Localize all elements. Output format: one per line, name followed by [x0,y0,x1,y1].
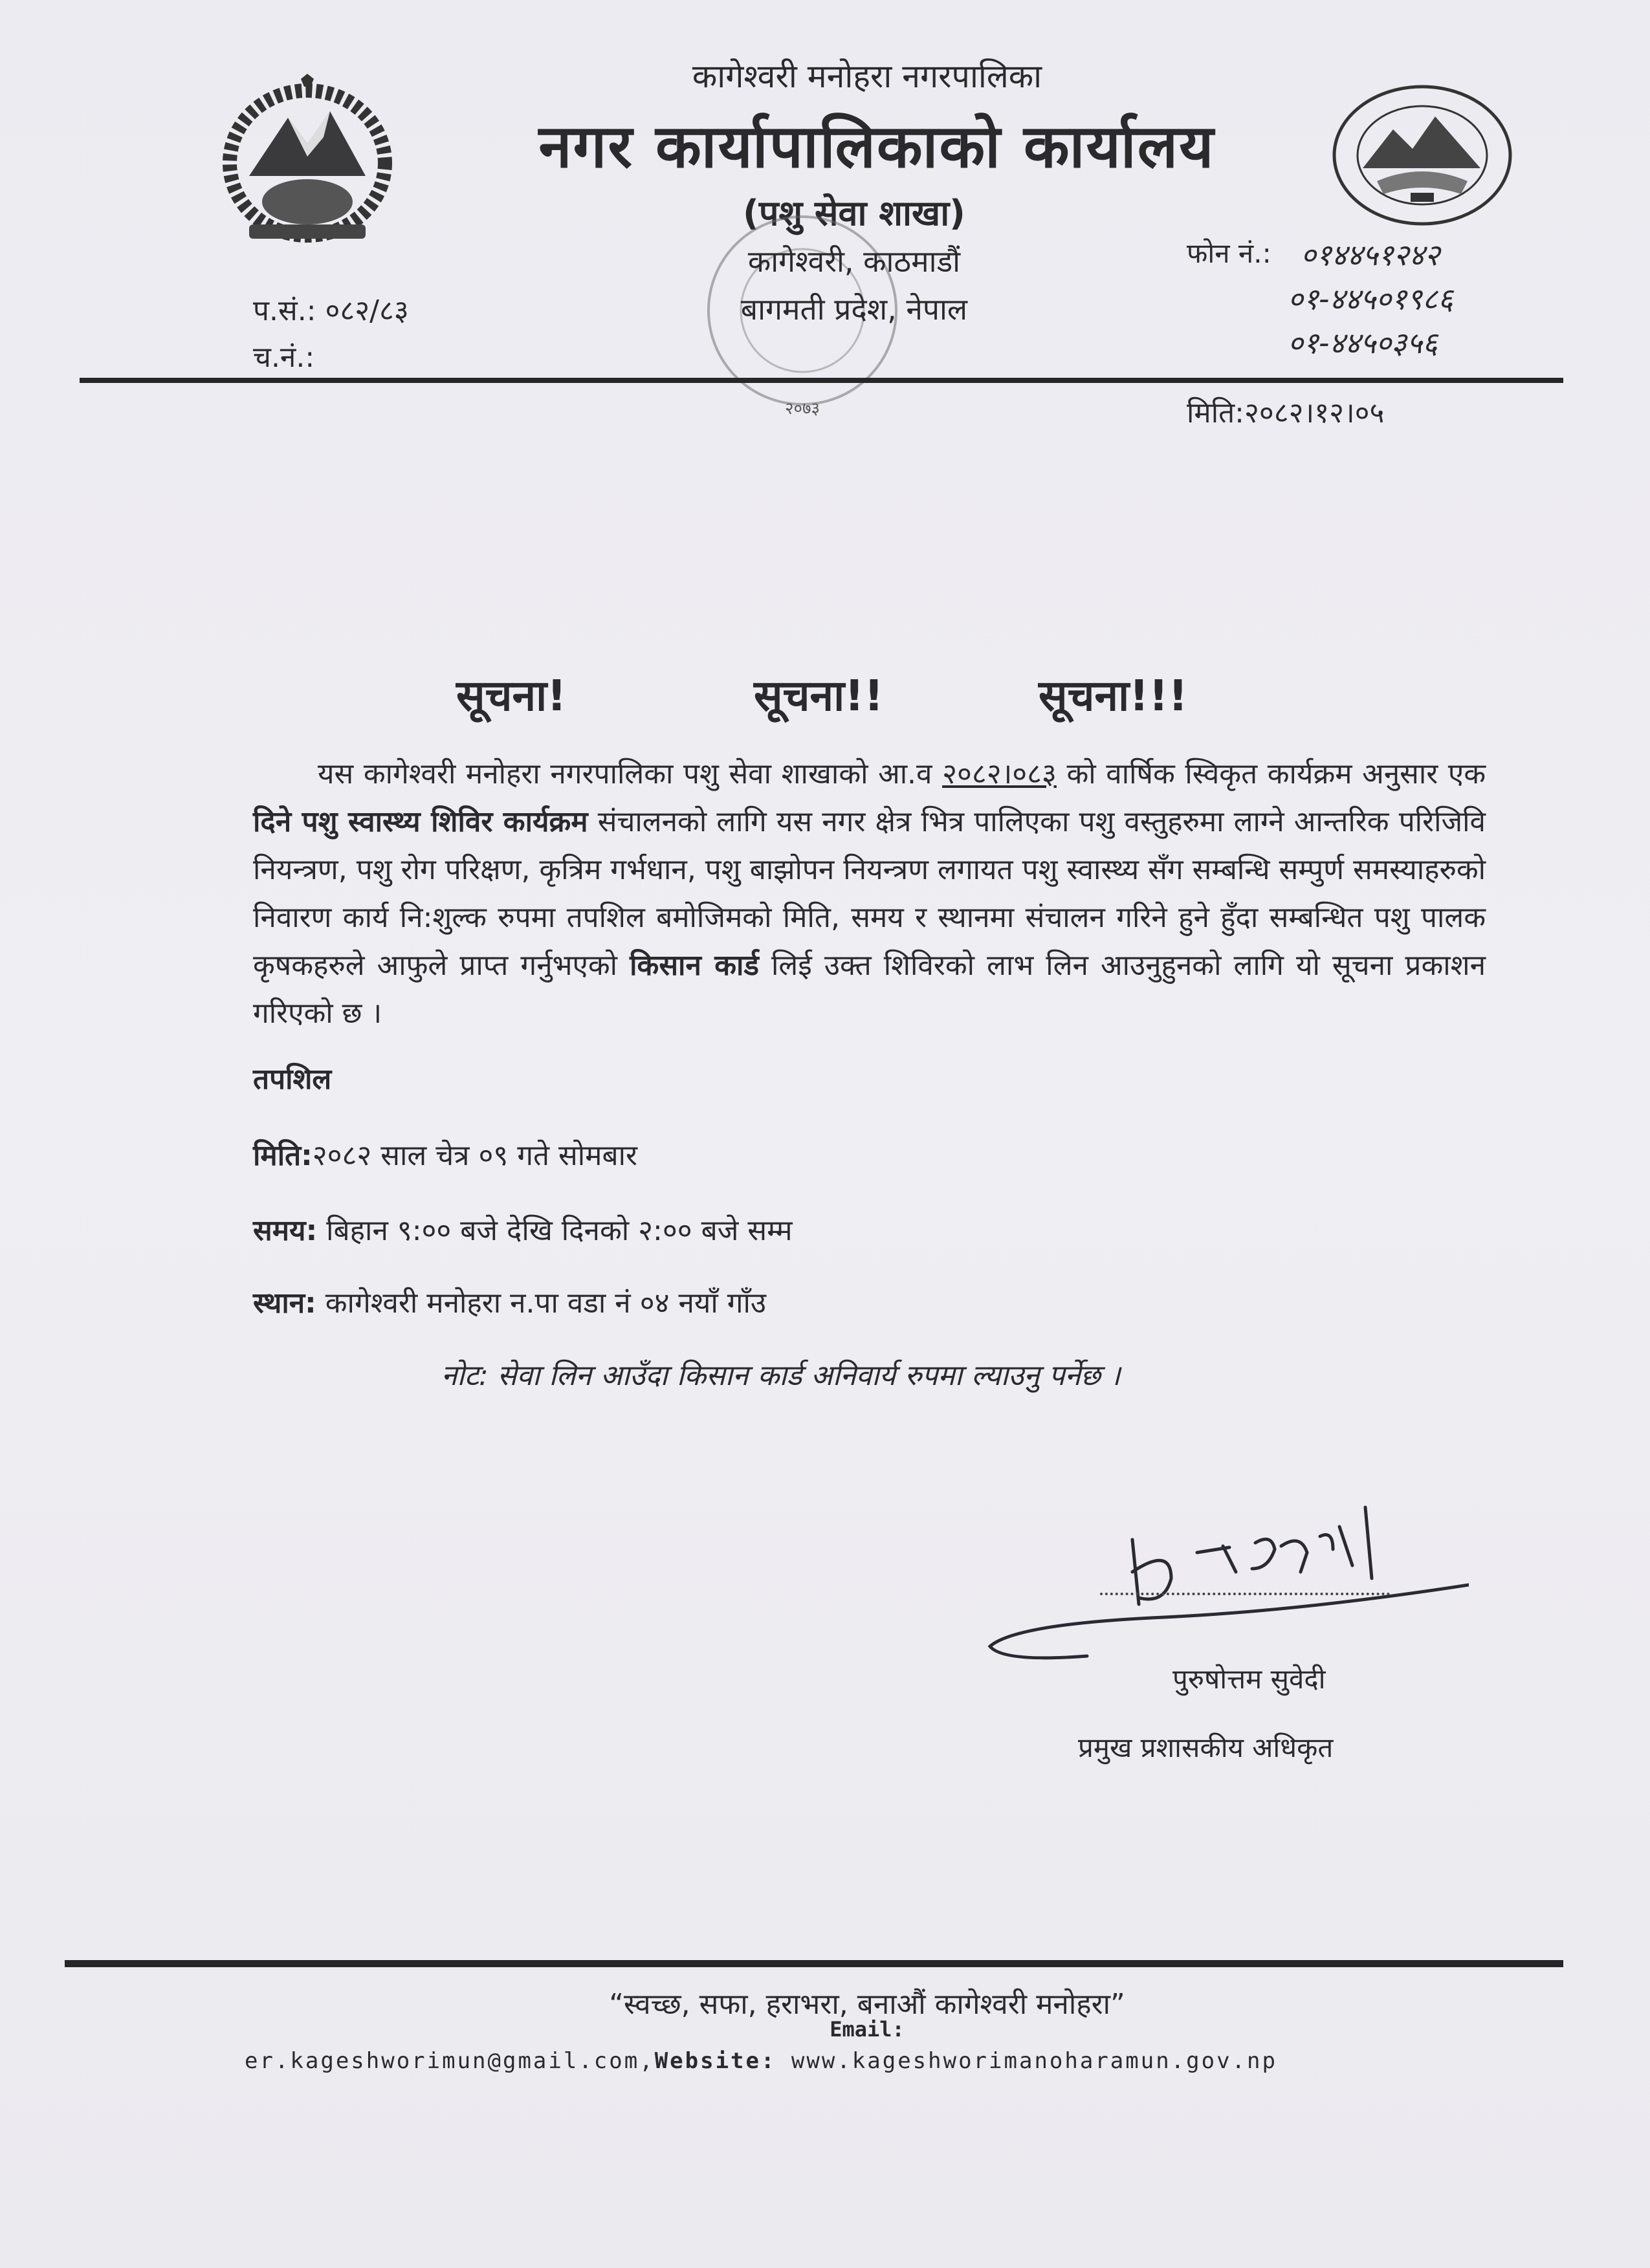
letter-number: प.सं.: ०८२/८३ [253,294,409,327]
fiscal-year: २०८२।०८३ [942,758,1057,791]
note: नोट: सेवा लिन आउँदा किसान कार्ड अनिवार्य रुपमा ल्याउनु पर्नेछ । [441,1359,1121,1392]
phone-number: ०१४४५१२४२ [1301,237,1440,272]
signature-line [1100,1593,1390,1595]
signatory-name: पुरुषोत्तम सुवेदी [1172,1663,1326,1695]
notice-heading: सूचना! [456,671,567,721]
header-divider [80,378,1563,383]
notice-heading: सूचना!! [754,671,884,721]
kisan-card: किसान कार्ड [630,949,759,982]
signatory-designation: प्रमुख प्रशासकीय अधिकृत [1078,1732,1334,1763]
office-title: नगर कार्यापालिकाको कार्यालय [538,112,1215,181]
email-label: Email: [830,2017,905,2042]
phone-label: फोन नं.: [1187,237,1271,269]
signature [977,1501,1469,1663]
phone-number: ०१-४४५०३५६ [1288,325,1438,360]
address-line2: बागमती प्रदेश, नेपाल [740,292,968,327]
email-address[interactable]: er.kageshworimun@gmail.com, [245,2048,655,2074]
event-place: स्थान: कागेश्वरी मनोहरा न.पा वडा नं ०४ नयाँ गाँउ [253,1287,767,1320]
notice-body: यस कागेश्वरी मनोहरा नगरपालिका पशु सेवा शाखाको आ.व २०८२।०८३ को वार्षिक स्विकृत कार्यक्रम अनुसार एक दिने पशु स्वास्थ्य शिविर कार्यक्रम संचालनको लागि यस नगर क्षेत्र भित्र पालिएका पशु वस्तुहरुमा लाग्ने आन्तरिक परिजिवि नियन्त्रण, पशु रोग परिक्षण, कृत्रिम गर्भधान, पशु बाझोपन नियन्त्रण लगायत पशु स्वास्थ्य सँग सम्बन्धि सम्पुर्ण समस्याहरुको निवारण कार्य नि:शुल्क रुपमा तपशिल बमोजिमको मिति, समय र स्थानमा संचालन गरिने हुने हुँदा सम्बन्धित पशु पालक कृषकहरुले आफुले प्राप्त गर्नुभएको किसान कार्ड लिई उक्त शिविरको लाभ लिन आउनुहुनको लागि यो सूचना प्रकाशन गरिएको छ । [253,758,1486,1030]
letter-date: मिति:२०८२।१२।०५ [1187,397,1385,430]
contact-line: er.kageshworimun@gmail.com,Website: www.kageshworimanoharamun.gov.np [245,2048,1277,2074]
branch-name: (पशु सेवा शाखा) [743,193,965,234]
details-title: तपशिल [253,1063,332,1096]
address-line1: कागेश्वरी, काठमाडौं [747,244,961,279]
phone-number: ०१-४४५०१९८६ [1288,281,1453,316]
event-date: मिति:२०८२ साल चेत्र ०९ गते सोमबार [253,1139,638,1172]
nepal-emblem-logo [210,72,404,247]
dispatch-number: च.नं.: [253,341,315,374]
slogan: “स्वच्छ, सफा, हराभरा, बनाऔं कागेश्वरी मनोहरा” [609,1988,1125,2021]
program-name: दिने पशु स्वास्थ्य शिविर कार्यक्रम [253,805,588,838]
municipality-seal-logo [1332,84,1513,226]
event-time: समय: बिहान ९:०० बजे देखि दिनको २:०० बजे सम्म [253,1214,793,1247]
stamp-year: २०७३ [784,399,820,419]
municipality-name: कागेश्वरी मनोहरा नगरपालिका [692,58,1042,95]
website-link[interactable]: www.kageshworimanoharamun.gov.np [776,2048,1277,2074]
footer-divider [65,1960,1563,1967]
notice-heading: सूचना!!! [1039,671,1188,721]
